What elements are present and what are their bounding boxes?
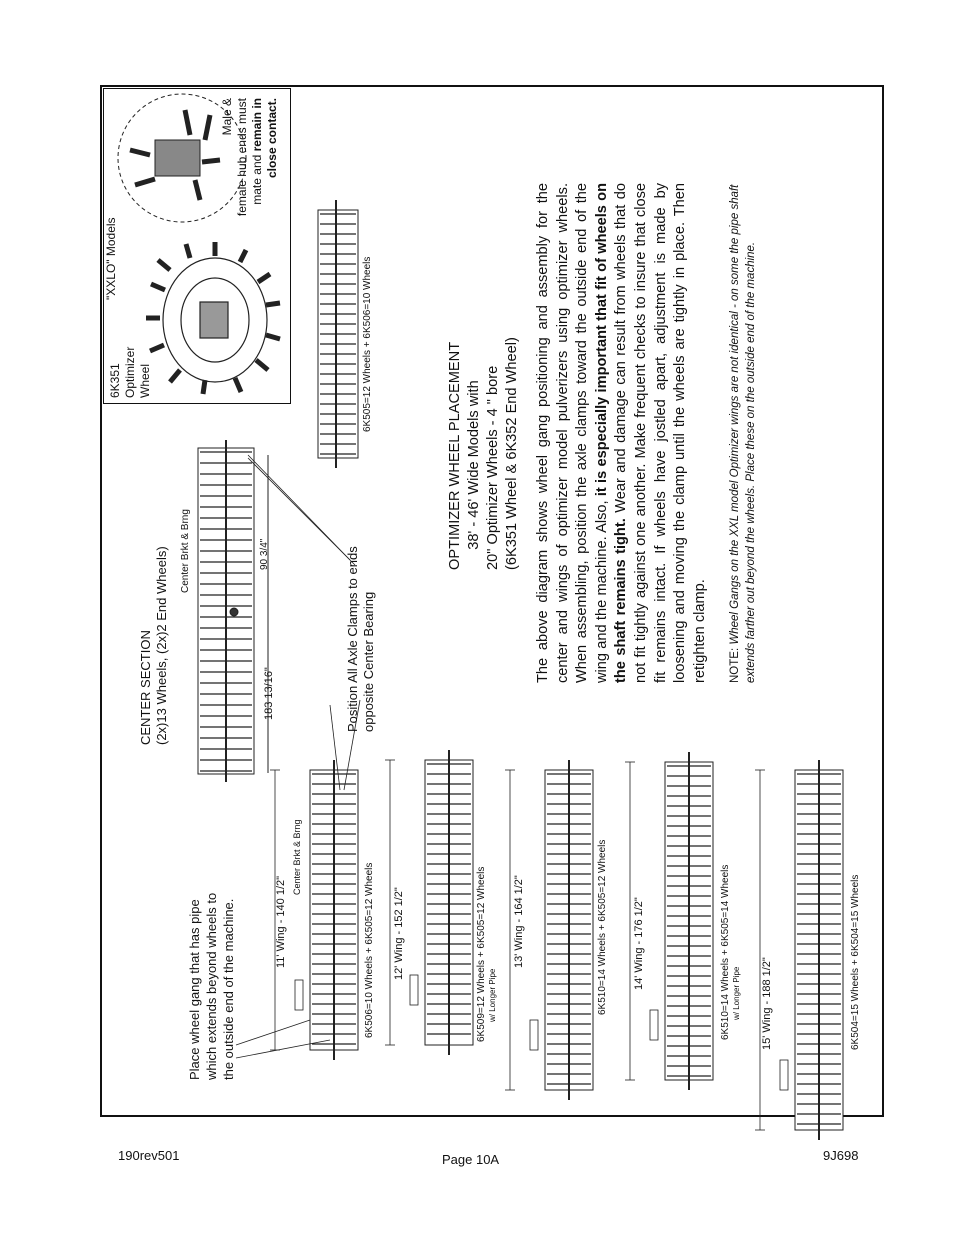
- wing-12-label: 6K509=12 Wheels + 6K505=12 Wheels w/ Longer Pipe: [476, 866, 497, 1042]
- center-section-title: CENTER SECTION (2x)13 Wheels, (2x)2 End Wheels): [138, 546, 169, 745]
- footer-revision: 190rev501: [118, 1148, 180, 1163]
- wheel-label: 6K351 Optimizer Wheel: [108, 346, 152, 398]
- wing-14-dimension: 14' Wing - 176 1/2": [633, 897, 645, 990]
- wing-11-bracket: Center Brkt & Brng: [292, 819, 302, 895]
- xxl-note: NOTE: Wheel Gangs on the XXL model Optimizer wings are not identical - on some the pipe shaft extends farther out beyond the wheels. Place these on the outside end of the machine.: [729, 184, 757, 683]
- wing-15-label: 6K504=15 Wheels + 6K504=15 Wheels: [850, 874, 861, 1050]
- center-bracket-label: Center Brkt & Brng: [180, 509, 191, 593]
- wing-13-dimension: 13' Wing - 164 1/2": [513, 875, 525, 968]
- center-dimension-long: 183 13/16": [263, 667, 275, 720]
- wing-12-dimension: 12' Wing - 152 1/2": [393, 887, 405, 980]
- center-section-gang: [198, 440, 268, 782]
- right-gang-label: 6K505=12 Wheels + 6K506=10 Wheels: [362, 256, 373, 432]
- footer-page-number: Page 10A: [442, 1152, 500, 1167]
- contact-note: Male & female hub ends must mate and remain in close contact.: [220, 98, 279, 217]
- wing-11-dimension: 11' Wing - 140 1/2": [275, 875, 287, 968]
- place-gang-note: Place wheel gang that has pipe which extends beyond wheels to the outside end of the machine.: [187, 892, 236, 1080]
- footer-part-number: 9J698: [823, 1148, 859, 1163]
- wing-14-label: 6K510=14 Wheels + 6K505=14 Wheels w/ Longer Pipe: [720, 864, 741, 1040]
- models-title: "XXLO" Models: [104, 217, 118, 300]
- wing-13-label: 6K510=14 Wheels + 6K505=12 Wheels: [597, 839, 608, 1015]
- wing-15-dimension: 15' Wing - 188 1/2": [761, 957, 773, 1050]
- center-dimension-short: 90 3/4": [259, 538, 270, 570]
- wing-gangs: [270, 750, 843, 1140]
- placement-heading: OPTIMIZER WHEEL PLACEMENT 38' - 46' Wide Models with 20" Optimizer Wheels - 4 " bore (6K351 Wheel & 6K352 End Wheel): [447, 337, 520, 570]
- axle-clamp-note: Position All Axle Clamps to ends opposite Center Bearing: [345, 546, 376, 732]
- placement-paragraph: The above diagram shows wheel gang positioning and assembly for the center and wings of optimizer model pulverizers using optimizer wheels. When assembling, position the axle clamps toward the outside end of the wing and the machine. Also, it is especially important that fit of wheels on the shaft remains tight. Wear and damage can result from wheels that do not fit tightly against one another. Make frequent checks to insure that close fit remains intact. If wheels have jostled apart, adjustment is made by loosening and moving the clamp until the wheels are tightly in place. Then retighten clamp.: [535, 182, 708, 683]
- right-wing-gang: [318, 200, 358, 468]
- wing-11-label: 6K506=10 Wheels + 6K505=12 Wheels: [364, 862, 375, 1038]
- optimizer-wheel-illustration: [146, 242, 280, 394]
